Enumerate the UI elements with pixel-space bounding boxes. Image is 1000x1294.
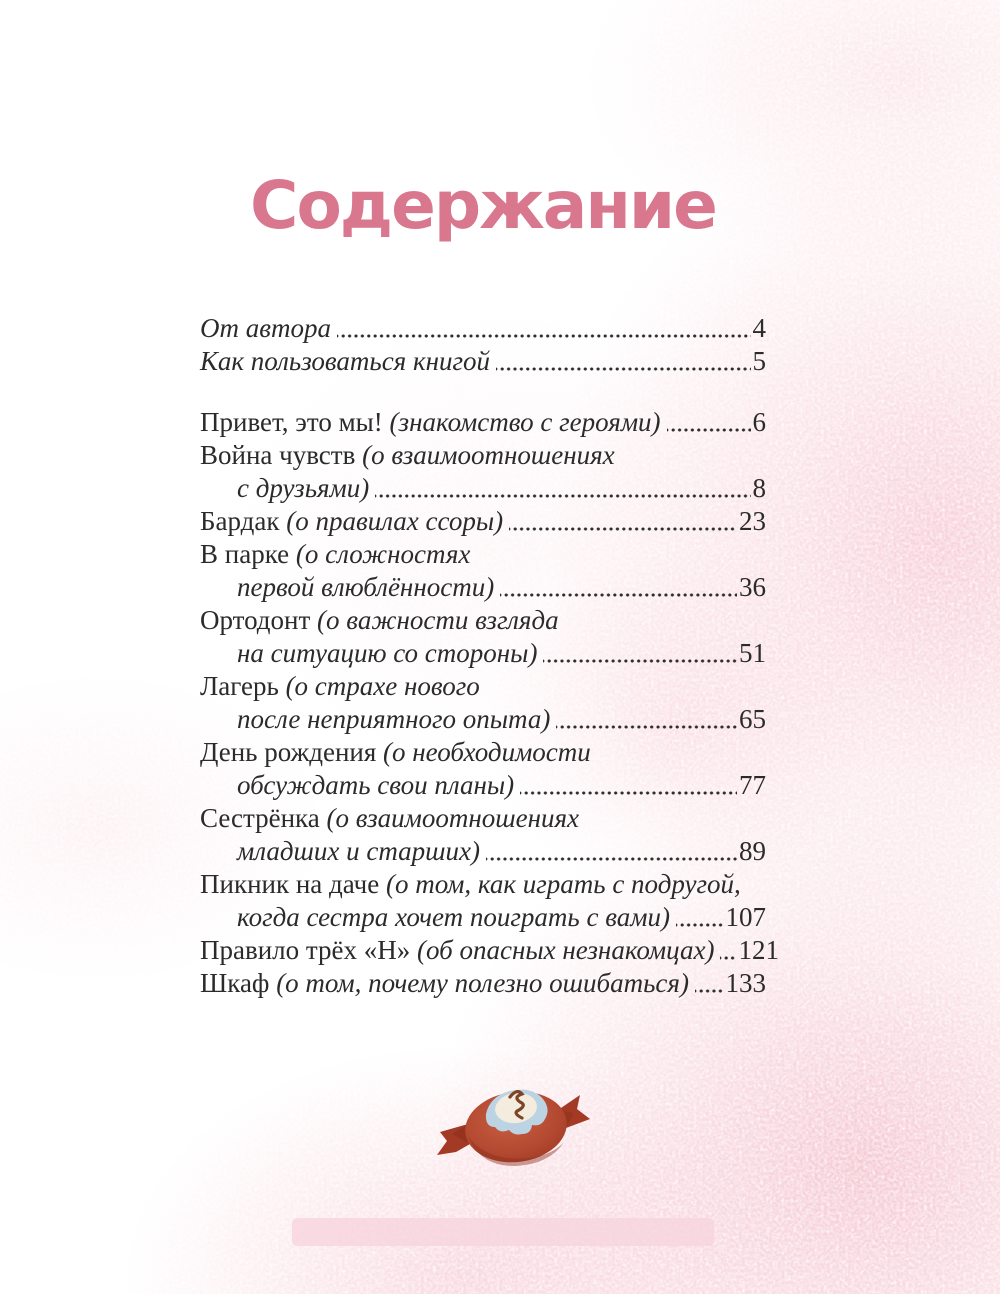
toc-entry [200, 835, 766, 868]
toc-entry-note: (о необходимости [383, 737, 591, 767]
toc-entry-note: после неприятного опыта) [237, 704, 551, 734]
toc-entry [200, 934, 779, 967]
page-title: Содержание [250, 167, 716, 244]
toc-entry-note: обсуждать свои планы) [237, 770, 515, 800]
toc-entry-text [200, 967, 689, 1000]
dot-leader [676, 901, 724, 934]
toc-entry-title: Шкаф [200, 968, 277, 998]
toc-page-content [200, 0, 779, 998]
toc-entry-note: на ситуацию со стороны) [237, 638, 538, 668]
toc-entry [200, 505, 766, 538]
toc-entry-title: Сестрёнка [200, 803, 327, 833]
toc-entry [200, 312, 766, 345]
toc-entry-text [200, 538, 470, 571]
toc-entry-text [237, 835, 480, 868]
candy-icon [430, 1072, 602, 1168]
toc-entry [200, 769, 766, 802]
toc-entry-note: с друзьями) [237, 473, 370, 503]
toc-entry-text [200, 505, 503, 538]
toc-entry [200, 802, 766, 835]
toc-entry [200, 439, 766, 472]
toc-entry-text [237, 472, 369, 505]
toc-entry-text [200, 345, 490, 378]
toc-entry-text [200, 934, 714, 967]
bottom-highlight-bar [292, 1218, 714, 1246]
toc-entry-text [200, 736, 591, 769]
toc-entry [200, 670, 766, 703]
toc-entry-title: Лагерь [200, 671, 286, 701]
dot-leader [520, 769, 737, 802]
candy-wrapper-left [437, 1124, 470, 1155]
toc-entry [200, 967, 766, 1000]
dot-leader [556, 703, 737, 736]
dot-leader [720, 934, 736, 967]
toc-entry-note: (о том, как играть с подругой, [385, 869, 741, 899]
toc-entry-text [200, 604, 559, 637]
toc-entry-note: (о важности взгляда [317, 605, 559, 635]
toc-entry-note: (о правилах ссоры) [286, 506, 504, 536]
dot-leader [375, 472, 750, 505]
dot-leader [486, 835, 737, 868]
toc-page-number: 89 [739, 836, 766, 866]
toc-entry-note: (о взаимоотношениях [362, 440, 615, 470]
toc-page-number: 6 [752, 407, 766, 437]
toc-entry-note: (о страхе нового [285, 671, 480, 701]
toc-entry [200, 604, 766, 637]
toc-page-number: 133 [725, 968, 766, 998]
toc-entry-note: (о взаимоотношениях [326, 803, 580, 833]
toc-entry-text [237, 769, 514, 802]
toc-entry-note: когда сестра хочет поиграть с вами) [237, 902, 670, 932]
toc-entry-title: Ортодонт [200, 605, 318, 635]
toc-entry [200, 703, 766, 736]
toc-page-number: 36 [739, 572, 766, 602]
toc-entry-title: Бардак [200, 506, 287, 536]
dot-leader [667, 406, 751, 439]
toc-entry [200, 868, 766, 901]
toc-entry-text [237, 571, 494, 604]
toc-entry-title: Война чувств [200, 440, 363, 470]
toc-entry [200, 472, 766, 505]
toc-entry-note: (об опасных незнакомцах) [417, 935, 715, 965]
toc-entry-title: В парке [200, 539, 296, 569]
dot-leader [496, 345, 750, 378]
toc-entry-text [237, 637, 537, 670]
toc-entry [200, 637, 766, 670]
toc-entry [200, 901, 766, 934]
toc-entry-text [200, 802, 579, 835]
toc-entry-title: Пикник на даче [200, 869, 386, 899]
toc-entry-text [200, 670, 480, 703]
toc-entry-note: От автора [200, 313, 331, 343]
toc-entry [200, 345, 766, 378]
toc-page-number: 23 [739, 506, 766, 536]
dot-leader [509, 505, 737, 538]
toc-page-number: 65 [739, 704, 766, 734]
dot-leader [543, 637, 737, 670]
dot-leader [500, 571, 737, 604]
toc-entry [200, 571, 766, 604]
dot-leader [695, 967, 724, 1000]
toc-entry-note: первой влюблённости) [237, 572, 495, 602]
toc-page-number: 121 [738, 935, 779, 965]
toc-entry-text [200, 439, 615, 472]
toc-entry [200, 406, 766, 439]
dot-leader [337, 312, 751, 345]
toc-page-number: 51 [739, 638, 766, 668]
toc-page-number: 5 [752, 346, 766, 376]
toc-entry-text [200, 868, 741, 901]
toc-entry-title: Правило трёх «Н» [200, 935, 418, 965]
toc-page-number: 77 [739, 770, 766, 800]
toc-page-number: 8 [752, 473, 766, 503]
toc-entry-note: младших и старших) [237, 836, 481, 866]
toc-page-number: 107 [725, 902, 766, 932]
toc-entry [200, 538, 766, 571]
toc-entry-text [200, 406, 661, 439]
toc-entry-text [237, 703, 550, 736]
toc-page-number: 4 [752, 313, 766, 343]
toc-entry-title: День рождения [200, 737, 384, 767]
toc-entry-text [200, 312, 331, 345]
toc-entry-note: Как пользоваться книгой [200, 346, 491, 376]
toc-entry-text [237, 901, 670, 934]
toc-entry-note: (знакомство с героями) [389, 407, 661, 437]
toc-entry-title: Привет, это мы! [200, 407, 390, 437]
toc-entry-note: (о сложностях [295, 539, 471, 569]
toc-entry [200, 736, 766, 769]
toc-entry-note: (о том, почему полезно ошибаться) [276, 968, 689, 998]
table-of-contents [200, 312, 779, 1000]
